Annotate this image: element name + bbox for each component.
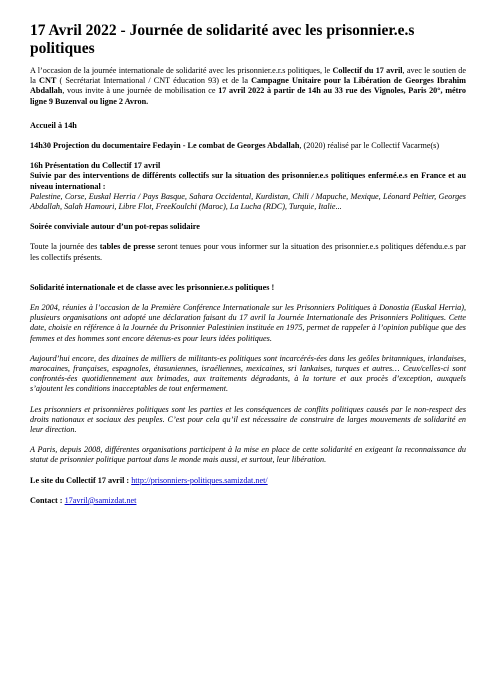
tables-text: seront tenues pour vous informer sur la situation des prisonnier.e.s politiques défendu.e.s par les collectifs présents.	[30, 242, 466, 262]
tables-text: Toute la journée des	[30, 242, 100, 252]
intro-text: , vous invite à une journée de mobilisation ce	[62, 86, 219, 96]
contact-email-link[interactable]: 17avril@samizdat.net	[64, 495, 137, 505]
detention-paragraph: Aujourd’hui encore, des dizaines de milliers de militants-es politiques sont incarcérés-ées dans les geôles britanniques, irlandaises, marocaines, françaises, espagnoles, étasuniennes, israéliennes, mexicaines, sri lankaises, turques et autres… Ceux/celles-ci sont confrontés-ées quotidiennement aux brimades, aux traitements dégradants, à la torture et aux procès d’exception, auxquels s’ajoutent les conditions inacceptables de tout enfermement.	[30, 353, 466, 394]
paris-paragraph: A Paris, depuis 2008, différentes organisations participent à la mise en place de cette solidarité en exigeant la reconnaissance du statut de prisonnier politique partout dans le monde mais aussi, et surtout, leur libération.	[30, 445, 466, 465]
intro-cnt: CNT	[39, 76, 57, 86]
intro-date-location: 17 avril 2022 à partir de 14h au 33 rue des Vignoles, Paris 20°, métro ligne 9 Buzenval ou ligne 2 Avron.	[30, 86, 466, 106]
soiree-heading: Soirée conviviale autour d’un pot-repas solidaire	[30, 222, 200, 232]
intro-text: A l’occasion de la journée internationale de solidarité avec les prisonnier.e.r.s politiques, le	[30, 66, 333, 75]
document-page	[30, 22, 466, 506]
presentation-heading: 16h Présentation du Collectif 17 avril	[30, 161, 161, 171]
presentation-places: Palestine, Corse, Euskal Herria / Pays Basque, Sahara Occidental, Kurdistan, Chili / Mapuche, Mexique, Léonard Peltier, Georges Abdallah, Salah Hamouri, Libre Flot, FreeKoulchi (Maroc), La Lucha (RDC), Turquie, Italie...	[30, 191, 466, 212]
conflicts-paragraph: Les prisonniers et prisonnières politiques sont les parties et les conséquences de conflits politiques causés par le non-respect des droits nationaux et sociaux des peuples. C’est pour cela qu’il est nécessaire de construire de larges mouvements de solidarité en leur direction.	[30, 404, 466, 435]
site-label: Le site du Collectif 17 avril :	[30, 475, 132, 485]
intro-paragraph	[30, 66, 466, 107]
site-link[interactable]: http://prisonniers-politiques.samizdat.net/	[131, 475, 268, 485]
intro-text: , avec le soutien de la	[30, 66, 466, 86]
page-title: 17 Avril 2022 - Journée de solidarité avec les prisonnier.e.s politiques	[30, 22, 415, 57]
intro-text: ( Secrétariat International / CNT éducation 93) et de la	[56, 76, 252, 86]
projection-paragraph	[30, 141, 466, 151]
contact-label: Contact :	[30, 495, 65, 505]
solidarite-heading: Solidarité internationale et de classe avec les prisonnier.e.s politiques !	[30, 282, 275, 292]
intro-campagne: Campagne Unitaire pour la Libération de Georges Ibrahim Abdallah	[30, 76, 466, 96]
tables-bold: tables de presse	[99, 242, 156, 252]
presentation-interventions: Suivie par des interventions de différents collectifs sur la situation des prisonnier.e.s politiques enfermé.e.s en France et au niveau international :	[30, 171, 466, 191]
intro-collectif: Collectif du 17 avril	[332, 66, 403, 75]
projection-title: 14h30 Projection du documentaire Fedayin - Le combat de Georges Abdallah	[30, 141, 300, 151]
contact-line	[30, 496, 466, 506]
history-paragraph: En 2004, réunies à l’occasion de la Première Conférence Internationale sur les Prisonniers Politiques à Donostia (Euskal Herria), plusieurs organisations ont adopté une déclaration faisant du 17 avril la Journée Internationale des Prisonniers Politiques. Cette date, choisie en référence à la Journée du Prisonnier Palestinien instituée en 1975, permet de rappeler à l’opinion publique que des femmes et des hommes sont encore détenus-es pour leurs idées politiques.	[30, 303, 466, 343]
tables-paragraph	[30, 242, 466, 262]
accueil-heading: Accueil à 14h	[30, 120, 77, 130]
site-line	[30, 476, 466, 486]
projection-details: , (2020) réalisé par le Collectif Vacarme(s)	[299, 141, 440, 151]
